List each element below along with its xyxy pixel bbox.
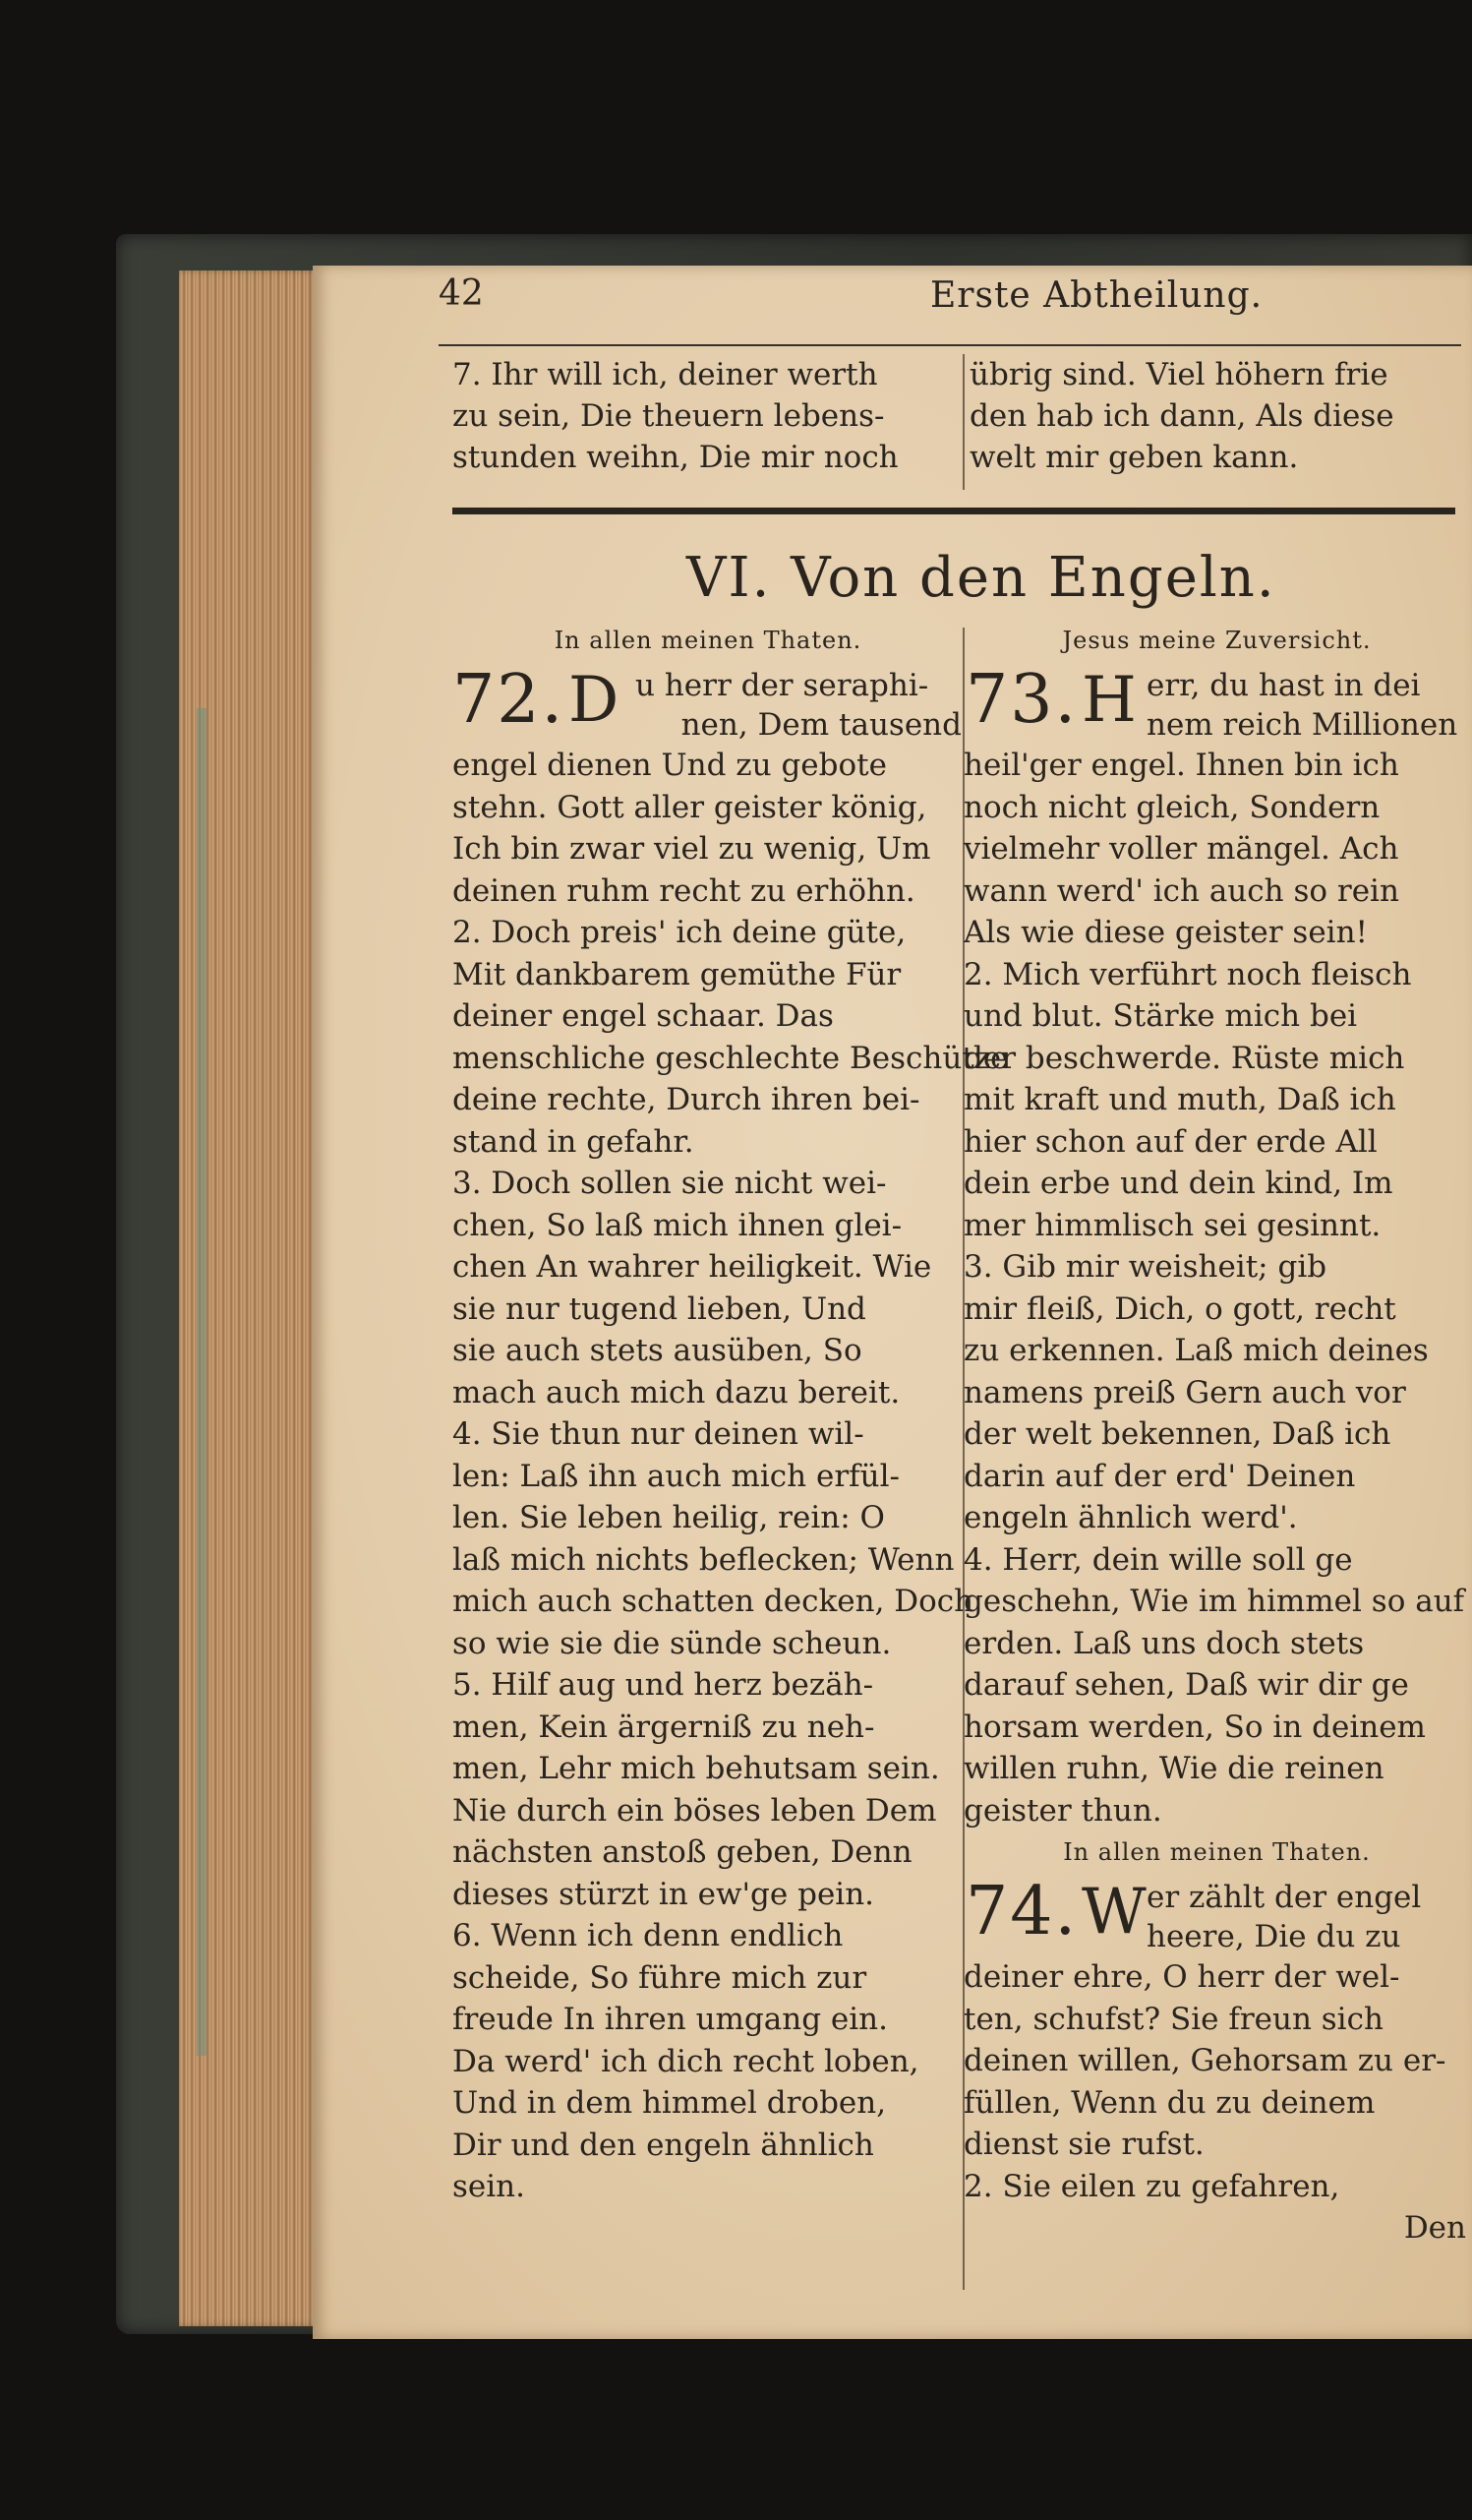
text-line: chen, So laß mich ihnen glei- bbox=[452, 1207, 903, 1243]
text-line: stehn. Gott aller geister könig, bbox=[452, 789, 927, 825]
text-line: mit kraft und muth, Daß ich bbox=[964, 1082, 1396, 1117]
text-line: erden. Laß uns doch stets bbox=[964, 1625, 1365, 1661]
hymn-head bbox=[452, 661, 964, 745]
text-line: freude In ihren umgang ein. bbox=[452, 2002, 889, 2037]
text-line: willen ruhn, Wie die reinen bbox=[964, 1751, 1384, 1786]
text-line: 6. Wenn ich denn endlich bbox=[452, 1918, 844, 1953]
text-line: laß mich nichts beflecken; Wenn bbox=[452, 1541, 955, 1578]
text-line: u herr der seraphi- bbox=[635, 668, 929, 703]
text-line: stunden weihn, Die mir noch bbox=[452, 440, 899, 475]
text-line: mer himmlisch sei gesinnt. bbox=[964, 1207, 1382, 1243]
text-line: heere, Die du zu bbox=[1147, 1919, 1401, 1954]
text-line: dienst sie rufst. bbox=[964, 2127, 1205, 2162]
text-line: nem reich Millionen bbox=[1147, 707, 1458, 743]
book-page bbox=[313, 266, 1472, 2339]
column-divider-top bbox=[963, 354, 965, 490]
text-line: horsam werden, So in deinem bbox=[964, 1709, 1426, 1745]
text-line: vielmehr voller mängel. Ach bbox=[964, 831, 1399, 867]
text-line: Da werd' ich dich recht loben, bbox=[452, 2043, 919, 2079]
melody-line: In allen meinen Thaten. bbox=[1063, 1838, 1371, 1866]
text-line: den hab ich dann, Als diese bbox=[970, 398, 1394, 434]
text-line: scheide, So führe mich zur bbox=[452, 1959, 867, 1996]
text-line: err, du hast in dei bbox=[1147, 668, 1421, 703]
text-line: er zählt der engel bbox=[1147, 1880, 1422, 1915]
text-line: Ich bin zwar viel zu wenig, Um bbox=[452, 831, 931, 867]
text-line: geister thun. bbox=[964, 1792, 1162, 1829]
page-number: 42 bbox=[439, 273, 484, 314]
text-line: füllen, Wenn du zu deinem bbox=[964, 2084, 1376, 2121]
text-line: welt mir geben kann. bbox=[970, 440, 1299, 475]
text-line: stand in gefahr. bbox=[452, 1123, 694, 1160]
catchword: Den bbox=[1403, 2210, 1466, 2246]
text-line: 5. Hilf aug und herz bezäh- bbox=[452, 1667, 874, 1703]
text-line: 3. Doch sollen sie nicht wei- bbox=[452, 1166, 887, 1201]
text-line: der beschwerde. Rüste mich bbox=[964, 1040, 1405, 1076]
text-line: sie auch stets ausüben, So bbox=[452, 1333, 862, 1368]
text-line: 2. Mich verführt noch fleisch bbox=[964, 956, 1412, 992]
text-line: engeln ähnlich werd'. bbox=[964, 1500, 1298, 1535]
text-line: übrig sind. Viel höhern frie bbox=[970, 357, 1388, 392]
text-line: deiner engel schaar. Das bbox=[452, 998, 834, 1034]
running-head: Erste Abtheilung. bbox=[930, 275, 1264, 316]
text-line: deinen ruhm recht zu erhöhn. bbox=[452, 872, 915, 909]
text-line: mach auch mich dazu bereit. bbox=[452, 1374, 901, 1410]
text-line: 7. Ihr will ich, deiner werth bbox=[452, 357, 878, 392]
hymn-number: 72. bbox=[452, 661, 565, 739]
text-line: dieses stürzt in ew'ge pein. bbox=[452, 1876, 875, 1912]
hymn-72 bbox=[452, 620, 1009, 2208]
text-line: hier schon auf der erde All bbox=[964, 1123, 1378, 1160]
text-line: Als wie diese geister sein! bbox=[964, 915, 1369, 950]
section-rule bbox=[452, 508, 1455, 514]
text-line: so wie sie die sünde scheun. bbox=[452, 1625, 892, 1661]
hymn-head bbox=[964, 661, 1470, 745]
text-line: der welt bekennen, Daß ich bbox=[964, 1416, 1391, 1452]
text-line: mich auch schatten decken, Doch bbox=[452, 1584, 974, 1619]
text-line: zu sein, Die theuern lebens- bbox=[452, 398, 885, 434]
text-line: engel dienen Und zu gebote bbox=[452, 748, 887, 783]
text-line: menschliche geschlechte Beschütze bbox=[452, 1040, 1009, 1076]
text-line: darin auf der erd' Deinen bbox=[964, 1458, 1356, 1494]
text-line: mir fleiß, Dich, o gott, recht bbox=[964, 1290, 1396, 1327]
text-line: chen An wahrer heiligkeit. Wie bbox=[452, 1249, 932, 1285]
text-line: sein. bbox=[452, 2169, 525, 2204]
hymn-74 bbox=[964, 1831, 1470, 2250]
text-line: und blut. Stärke mich bei bbox=[964, 998, 1358, 1034]
text-line: len. Sie leben heilig, rein: O bbox=[452, 1500, 885, 1535]
text-line: geschehn, Wie im himmel so auf bbox=[964, 1584, 1465, 1619]
right-column bbox=[964, 620, 1470, 2250]
text-line: men, Lehr mich behutsam sein. bbox=[452, 1751, 940, 1786]
text-line: noch nicht gleich, Sondern bbox=[964, 789, 1381, 825]
text-line: zu erkennen. Laß mich deines bbox=[964, 1333, 1429, 1368]
header-rule bbox=[439, 344, 1461, 346]
text-line: men, Kein ärgerniß zu neh- bbox=[452, 1709, 875, 1745]
text-line: nächsten anstoß geben, Denn bbox=[452, 1834, 913, 1870]
text-line: deiner ehre, O herr der wel- bbox=[964, 1959, 1400, 1995]
text-line: deine rechte, Durch ihren bei- bbox=[452, 1082, 920, 1117]
text-line: deinen willen, Gehorsam zu er- bbox=[964, 2043, 1446, 2078]
hymn-number: 74. bbox=[966, 1873, 1079, 1950]
text-line: ten, schufst? Sie freun sich bbox=[964, 2001, 1384, 2037]
melody-line: In allen meinen Thaten. bbox=[554, 627, 862, 654]
text-line: sie nur tugend lieben, Und bbox=[452, 1290, 866, 1327]
text-line: dein erbe und dein kind, Im bbox=[964, 1166, 1393, 1201]
text-line: len: Laß ihn auch mich erfül- bbox=[452, 1458, 900, 1494]
hymn-head bbox=[964, 1873, 1470, 1956]
text-line: Mit dankbarem gemüthe Für bbox=[452, 956, 902, 992]
text-line: Und in dem himmel droben, bbox=[452, 2085, 887, 2121]
continued-text-left bbox=[452, 354, 899, 478]
drop-cap: W bbox=[1082, 1876, 1147, 1949]
melody-line: Jesus meine Zuversicht. bbox=[1062, 627, 1372, 654]
page-edge-tint bbox=[197, 708, 206, 2056]
chapter-title: VI. Von den Engeln. bbox=[686, 546, 1276, 610]
continued-text-right bbox=[970, 354, 1394, 478]
text-line: 3. Gib mir weisheit; gib bbox=[964, 1249, 1327, 1285]
drop-cap: D bbox=[568, 664, 619, 737]
text-line: Dir und den engeln ähnlich bbox=[452, 2127, 874, 2163]
text-line: wann werd' ich auch so rein bbox=[964, 872, 1399, 909]
text-line: heil'ger engel. Ihnen bin ich bbox=[964, 748, 1399, 783]
text-line: 2. Sie eilen zu gefahren, bbox=[964, 2168, 1340, 2204]
hymn-73 bbox=[964, 620, 1470, 1831]
text-line: nen, Dem tausend bbox=[680, 707, 962, 743]
text-line: 2. Doch preis' ich deine güte, bbox=[452, 915, 907, 950]
text-line: darauf sehen, Daß wir dir ge bbox=[964, 1667, 1409, 1703]
text-line: 4. Sie thun nur deinen wil- bbox=[452, 1416, 864, 1452]
text-line: Nie durch ein böses leben Dem bbox=[452, 1792, 937, 1829]
drop-cap: H bbox=[1082, 664, 1137, 737]
text-line: namens preiß Gern auch vor bbox=[964, 1374, 1406, 1410]
hymn-number: 73. bbox=[966, 661, 1079, 739]
text-line: 4. Herr, dein wille soll ge bbox=[964, 1541, 1353, 1578]
page-header bbox=[439, 273, 1461, 332]
